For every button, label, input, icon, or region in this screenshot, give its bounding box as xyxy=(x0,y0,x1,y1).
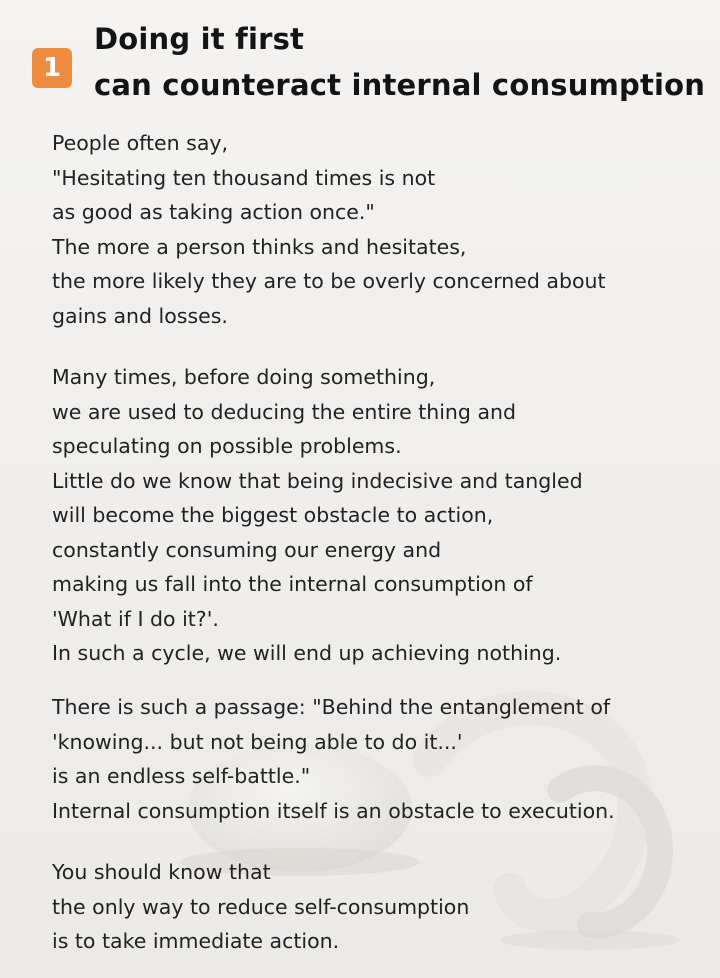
paragraph-line: we are used to deducing the entire thing and xyxy=(52,399,517,424)
paragraph-1 xyxy=(52,126,606,333)
paragraph-line: Many times, before doing something, xyxy=(52,365,436,389)
paragraph-line: "Hesitating ten thousand times is not xyxy=(52,165,436,190)
paragraph-line: will become the biggest obstacle to action, xyxy=(52,503,494,527)
paragraph-line: Little do we know that being indecisive and tangled xyxy=(52,468,583,493)
section-title-line-2: can counteract internal consumption xyxy=(94,68,706,102)
paragraph-2 xyxy=(52,360,583,671)
paragraph-line: People often say, xyxy=(52,131,229,155)
paragraph-line: 'What if I do it?'. xyxy=(52,606,219,631)
paragraph-line: the more likely they are to be overly concerned about xyxy=(52,269,606,293)
section-number-badge: 1 xyxy=(32,48,72,88)
paragraph-line: There is such a passage: "Behind the entanglement of xyxy=(52,695,611,719)
paragraph-4 xyxy=(52,855,469,959)
paragraph-line: You should know that xyxy=(52,860,271,884)
paragraph-line: In such a cycle, we will end up achieving nothing. xyxy=(52,641,562,665)
paragraph-line: is to take immediate action. xyxy=(52,929,340,953)
paragraph-line: as good as taking action once." xyxy=(52,200,375,224)
paragraph-line: making us fall into the internal consumption of xyxy=(52,572,533,596)
paragraph-line: constantly consuming our energy and xyxy=(52,537,442,562)
paragraph-line: Internal consumption itself is an obstacle to execution. xyxy=(52,798,615,823)
section-title-line-1: Doing it first xyxy=(94,22,305,56)
paragraph-line: the only way to reduce self-consumption xyxy=(52,894,470,919)
paragraph-line: speculating on possible problems. xyxy=(52,434,402,458)
paragraph-3 xyxy=(52,690,615,828)
paragraph-line: gains and losses. xyxy=(52,303,228,328)
paragraph-line: is an endless self-battle." xyxy=(52,764,311,788)
paragraph-line: The more a person thinks and hesitates, xyxy=(52,234,467,259)
paragraph-line: 'knowing... but not being able to do it...' xyxy=(52,729,463,754)
